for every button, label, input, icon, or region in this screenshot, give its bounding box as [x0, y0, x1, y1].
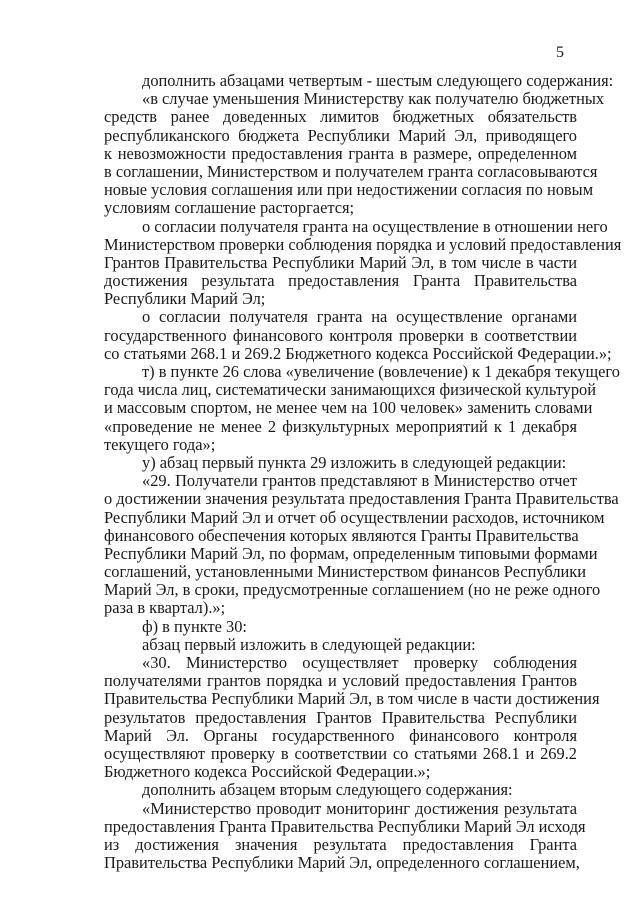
page-number: 5 — [556, 44, 564, 61]
text-line: республиканского бюджета Республики Марий Эл, приводящего — [104, 125, 577, 145]
text-line: о согласии получателя гранта на осуществление в отношении него — [142, 216, 608, 236]
text-line: текущего года»; — [104, 434, 216, 454]
text-line: Грантов Правительства Республики Марий Эл, в том числе в части — [104, 252, 577, 272]
text-line: раза в квартал).»; — [104, 598, 226, 618]
text-line: «30. Министерство осуществляет проверку соблюдения — [142, 653, 577, 672]
text-line: условиям соглашение расторгается; — [104, 198, 355, 218]
text-line: о достижении значения результата предоставления Гранта Правительства — [104, 489, 619, 509]
text-line: Правительства Республики Марий Эл, в том числе в части достижения — [104, 689, 600, 709]
text-line: со статьями 268.1 и 269.2 Бюджетного кодекса Российской Федерации.»; — [104, 343, 612, 363]
text-line: «29. Получатели грантов представляют в Министерство отчет — [142, 471, 577, 491]
text-line: к невозможности предоставления гранта в размере, определенном — [104, 143, 577, 163]
text-line: предоставления Гранта Правительства Республики Марий Эл исходя — [104, 816, 586, 836]
text-line: соглашений, установленными Министерством финансов Республики — [104, 562, 587, 582]
text-line: в соглашении, Министерством и получателем гранта согласовываются — [104, 161, 598, 181]
text-line: о согласии получателя гранта на осуществление органами — [142, 307, 577, 327]
text-line: Марий Эл, в сроки, предусмотренные соглашением (но не реже одного — [104, 580, 601, 600]
text-line: т) в пункте 26 слова «увеличение (вовлечение) к 1 декабря текущего — [142, 362, 620, 381]
text-line: абзац первый изложить в следующей редакции: — [142, 634, 476, 654]
text-line: и массовым спортом, не менее чем на 100 человек» заменить словами — [104, 398, 593, 418]
text-line: средств ранее доведенных лимитов бюджетных обязательств — [104, 107, 577, 127]
text-line: достижения результата предоставления Гранта Правительства — [104, 271, 577, 291]
text-line: ф) в пункте 30: — [142, 616, 247, 636]
text-line: Министерством проверки соблюдения порядка и условий предоставления — [104, 234, 622, 254]
text-line: «проведение не менее 2 физкультурных мероприятий к 1 декабря — [104, 416, 577, 436]
text-line: дополнить абзацем вторым следующего содержания: — [142, 780, 513, 800]
text-line: получателями грантов порядка и условий предоставления Грантов — [104, 671, 577, 691]
text-line: из достижения значения результата предоставления Гранта — [104, 834, 577, 854]
text-line: государственного финансового контроля проверки в соответствии — [104, 325, 577, 345]
text-line: Республики Марий Эл; — [104, 289, 266, 309]
text-line: новые условия соглашения или при недостижении согласия по новым — [104, 180, 594, 200]
text-line: результатов предоставления Грантов Правительства Республики — [104, 707, 577, 727]
text-line: финансового обеспечения которых являются Гранты Правительства — [104, 525, 579, 545]
text-line: «в случае уменьшения Министерству как получателю бюджетных — [142, 89, 605, 109]
text-line: «Министерство проводит мониторинг достижения результата — [142, 798, 577, 818]
text-line: Правительства Республики Марий Эл, определенного соглашением, — [104, 853, 580, 873]
text-line: Бюджетного кодекса Российской Федерации.»; — [104, 762, 431, 782]
text-line: осуществляют проверку в соответствии со статьями 268.1 и 269.2 — [104, 743, 577, 763]
text-line: у) абзац первый пункта 29 изложить в следующей редакции: — [142, 452, 567, 472]
text-line: Республики Марий Эл, по формам, определенным типовыми формами — [104, 543, 598, 563]
text-line: Марий Эл. Органы государственного финансового контроля — [104, 725, 577, 745]
text-line: Республики Марий Эл и отчет об осуществлении расходов, источником — [104, 507, 605, 527]
document-body — [104, 71, 622, 873]
text-line: дополнить абзацами четвертым - шестым следующего содержания: — [142, 71, 614, 90]
text-line: года числа лиц, систематически занимающихся физической культурой — [104, 380, 597, 400]
